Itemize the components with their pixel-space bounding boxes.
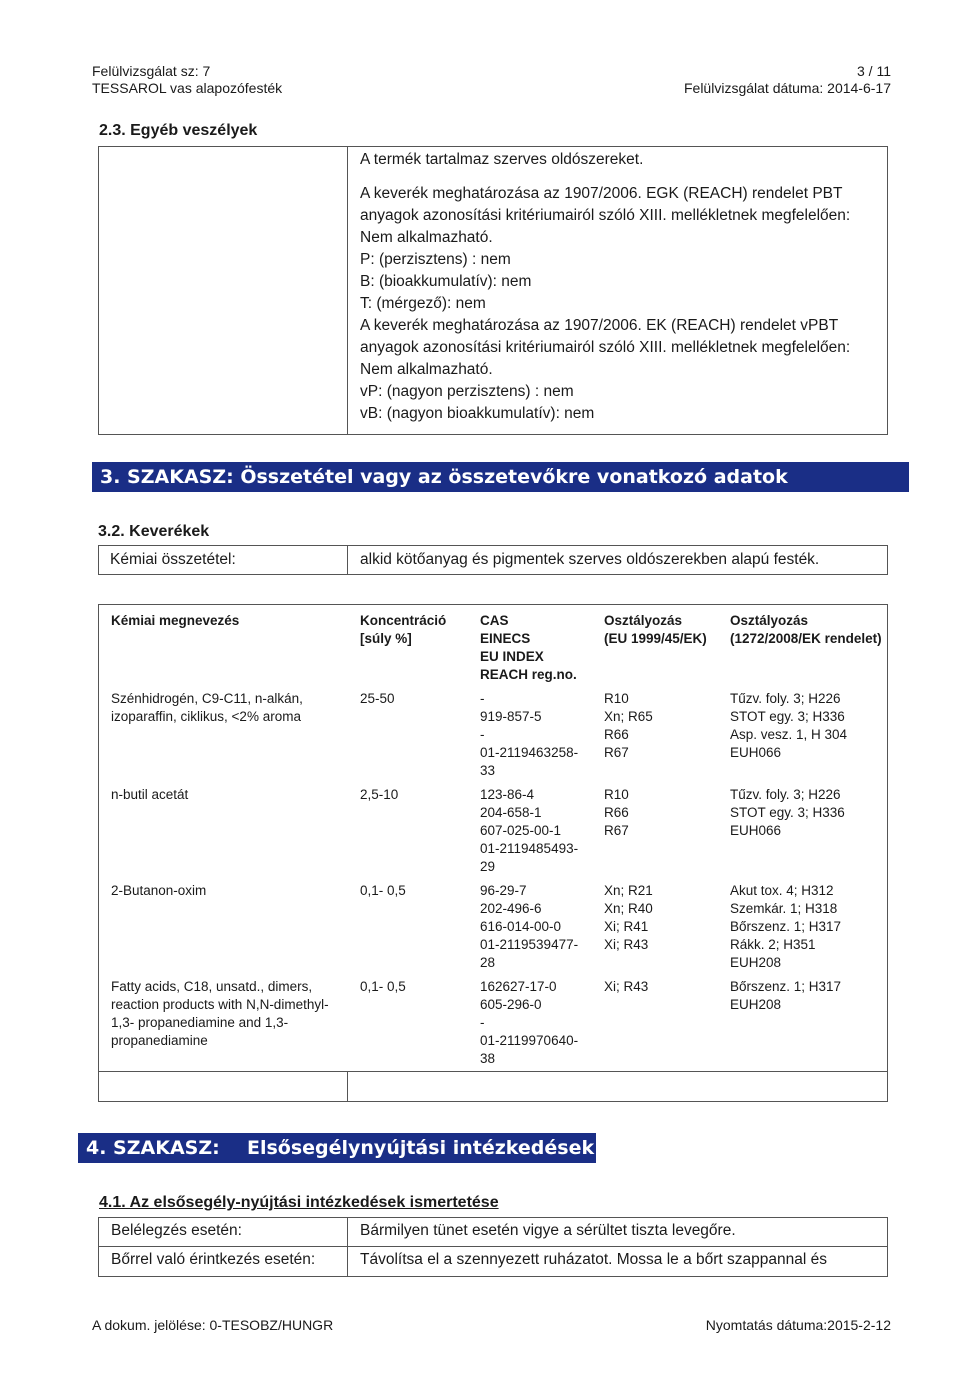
row4-name-line: Fatty acids, C18, unsatd., dimers, (111, 979, 313, 994)
inhalation-label: Belélegzés esetén: (111, 1222, 242, 1239)
row2-cas (480, 786, 578, 876)
hazards-text (360, 149, 880, 425)
table-last-row-divider (347, 1071, 348, 1101)
section-4-title (78, 1133, 596, 1163)
row1-class1-line: Xn; R65 (604, 709, 653, 724)
row2-class2 (730, 786, 845, 840)
row2-class1-line: R10 (604, 787, 629, 802)
header-class1 (604, 612, 707, 648)
section-4-number: 4. SZAKASZ: (86, 1137, 220, 1159)
row2-cas-line: 607-025-00-1 (480, 823, 562, 838)
header-class2-line: (1272/2008/EK rendelet) (730, 631, 882, 646)
table-last-row-top (99, 1071, 887, 1072)
row1-class1-line: R67 (604, 745, 629, 760)
hazards-line: Nem alkalmazható. (360, 229, 493, 246)
row4-class2-line: EUH208 (730, 997, 782, 1012)
header-cas-line: REACH reg.no. (480, 667, 577, 682)
row1-class2-line: Tűzv. foly. 3; H226 (730, 691, 841, 706)
row3-cas (480, 882, 578, 972)
header-name: Kémiai megnevezés (111, 613, 240, 628)
row3-class1-line: Xn; R40 (604, 901, 653, 916)
header-class1-line: (EU 1999/45/EK) (604, 631, 707, 646)
row4-name-line: reaction products with N,N-dimethyl- (111, 997, 329, 1012)
row3-cas-line: 01-2119539477- (480, 937, 579, 952)
hazards-line: T: (mérgező): nem (360, 295, 486, 312)
section-2-3-title: 2.3. Egyéb veszélyek (99, 122, 258, 139)
row2-class1-line: R67 (604, 823, 629, 838)
row4-class1-line: Xi; R43 (604, 979, 649, 994)
hazards-divider (347, 147, 348, 434)
row4-cas-line: 605-296-0 (480, 997, 542, 1012)
row3-class2 (730, 882, 841, 972)
row4-conc: 0,1- 0,5 (360, 979, 406, 994)
row1-class2-line: EUH066 (730, 745, 782, 760)
header-cas-line: EINECS (480, 631, 531, 646)
row2-cas-line: 01-2119485493- (480, 841, 579, 856)
row3-cas-line: 202-496-6 (480, 901, 542, 916)
print-date: Nyomtatás dátuma:2015-2-12 (705, 1317, 891, 1333)
hazards-line: vB: (nagyon bioakkumulatív): nem (360, 405, 595, 422)
row1-class1 (604, 690, 653, 762)
row4-name-line: propanediamine (111, 1033, 208, 1048)
row2-cas-line: 29 (480, 859, 496, 874)
row2-class2-line: EUH066 (730, 823, 782, 838)
hazards-line: P: (perzisztens) : nem (360, 251, 511, 268)
header-class2-line: Osztályozás (730, 613, 809, 628)
row3-cas-line: 616-014-00-0 (480, 919, 562, 934)
section-4-name: Elsősegélynyújtási intézkedések (246, 1137, 595, 1159)
row2-name: n-butil acetát (111, 787, 189, 802)
row2-class1-line: R66 (604, 805, 629, 820)
header-conc-line: Koncentráció (360, 613, 447, 628)
row4-name-line: 1,3- propanediamine and 1,3- (111, 1015, 289, 1030)
row2-class2-line: STOT egy. 3; H336 (730, 805, 845, 820)
header-conc-line: [súly %] (360, 631, 412, 646)
row1-class2-line: Asp. vesz. 1, H 304 (730, 727, 848, 742)
row4-cas-line: 01-2119970640- (480, 1033, 579, 1048)
header-cas-line: CAS (480, 613, 509, 628)
composition-label: Kémiai összetétel: (110, 551, 236, 568)
row1-cas-line: 01-2119463258- (480, 745, 579, 760)
revision-date: Felülvizsgálat dátuma: 2014-6-17 (683, 80, 891, 96)
header-cas (480, 612, 577, 684)
row1-class1-line: R66 (604, 727, 629, 742)
first-aid-col-divider (347, 1218, 348, 1276)
row3-class1-line: Xi; R41 (604, 919, 649, 934)
row4-cas (480, 978, 578, 1068)
row4-cas-line: 38 (480, 1051, 496, 1066)
page-number: 3 / 11 (857, 63, 891, 79)
row1-class2 (730, 690, 847, 762)
header-cas-line: EU INDEX (480, 649, 544, 664)
row2-cas-line: 123-86-4 (480, 787, 535, 802)
row3-cas-line: 28 (480, 955, 496, 970)
product-name: TESSAROL vas alapozófesték (92, 80, 283, 96)
row1-cas-line: 33 (480, 763, 496, 778)
row3-conc: 0,1- 0,5 (360, 883, 406, 898)
hazards-line: Nem alkalmazható. (360, 361, 493, 378)
row3-class1-line: Xi; R43 (604, 937, 649, 952)
document-id: A dokum. jelölése: 0-TESOBZ/HUNGR (92, 1317, 334, 1333)
row1-class2-line: STOT egy. 3; H336 (730, 709, 845, 724)
row1-name-line: izoparaffin, ciklikus, <2% aroma (111, 709, 301, 724)
header-conc (360, 612, 446, 648)
row3-class2-line: Szemkár. 1; H318 (730, 901, 838, 916)
row3-class2-line: Bőrszenz. 1; H317 (730, 919, 842, 934)
hazards-line: A keverék meghatározása az 1907/2006. EK (REACH) rendelet vPBT (360, 317, 839, 334)
row3-class2-line: EUH208 (730, 955, 782, 970)
row4-name (111, 978, 335, 1050)
hazards-line: A termék tartalmaz szerves oldószereket. (360, 151, 644, 168)
hazards-line: vP: (nagyon perzisztens) : nem (360, 383, 574, 400)
row4-class1 (604, 978, 648, 996)
section-3-title: 3. SZAKASZ: Összetétel vagy az összetevőkre vonatkozó adatok (92, 462, 909, 492)
header-class2 (730, 612, 882, 648)
row4-cas-line: - (480, 1015, 485, 1030)
section-4-1-title: 4.1. Az elsősegély-nyújtási intézkedések ismertetése (99, 1194, 499, 1211)
hazards-line: B: (bioakkumulatív): nem (360, 273, 532, 290)
row1-conc: 25-50 (360, 691, 395, 706)
row3-class2-line: Rákk. 2; H351 (730, 937, 816, 952)
row3-class2-line: Akut tox. 4; H312 (730, 883, 834, 898)
row1-cas-line: - (480, 727, 485, 742)
row2-cas-line: 204-658-1 (480, 805, 542, 820)
composition-divider (347, 546, 348, 574)
skin-contact-label: Bőrrel való érintkezés esetén: (111, 1251, 316, 1268)
row3-name: 2-Butanon-oxim (111, 883, 207, 898)
row4-cas-line: 162627-17-0 (480, 979, 557, 994)
header-class1-line: Osztályozás (604, 613, 683, 628)
row1-name (111, 690, 335, 726)
row1-cas-line: 919-857-5 (480, 709, 542, 724)
hazards-line: A keverék meghatározása az 1907/2006. EGK (REACH) rendelet PBT (360, 185, 843, 202)
hazards-line: anyagok azonosítási kritériumairól szóló XIII. mellékletnek megfelelően: (360, 207, 851, 224)
composition-value: alkid kötőanyag és pigmentek szerves oldószerekben alapú festék. (360, 551, 820, 568)
row2-class2-line: Tűzv. foly. 3; H226 (730, 787, 841, 802)
row1-name-line: Szénhidrogén, C9-C11, n-alkán, (111, 691, 303, 706)
row1-cas-line: - (480, 691, 485, 706)
row3-class1-line: Xn; R21 (604, 883, 653, 898)
hazards-line: anyagok azonosítási kritériumairól szóló XIII. mellékletnek megfelelően: (360, 339, 851, 356)
row2-conc: 2,5-10 (360, 787, 399, 802)
row4-class2 (730, 978, 841, 1014)
hazards-line-blank (360, 171, 880, 183)
revision-number: Felülvizsgálat sz: 7 (92, 63, 211, 79)
row1-class1-line: R10 (604, 691, 629, 706)
skin-contact-value: Távolítsa el a szennyezett ruházatot. Mossa le a bőrt szappannal és (360, 1251, 827, 1268)
row3-cas-line: 96-29-7 (480, 883, 527, 898)
row3-class1 (604, 882, 653, 954)
row4-class2-line: Bőrszenz. 1; H317 (730, 979, 842, 994)
inhalation-value: Bármilyen tünet esetén vigye a sérültet tiszta levegőre. (360, 1222, 736, 1239)
row1-cas (480, 690, 578, 780)
first-aid-row-divider (99, 1246, 887, 1247)
row2-class1 (604, 786, 629, 840)
section-3-2-title: 3.2. Keverékek (98, 523, 210, 540)
